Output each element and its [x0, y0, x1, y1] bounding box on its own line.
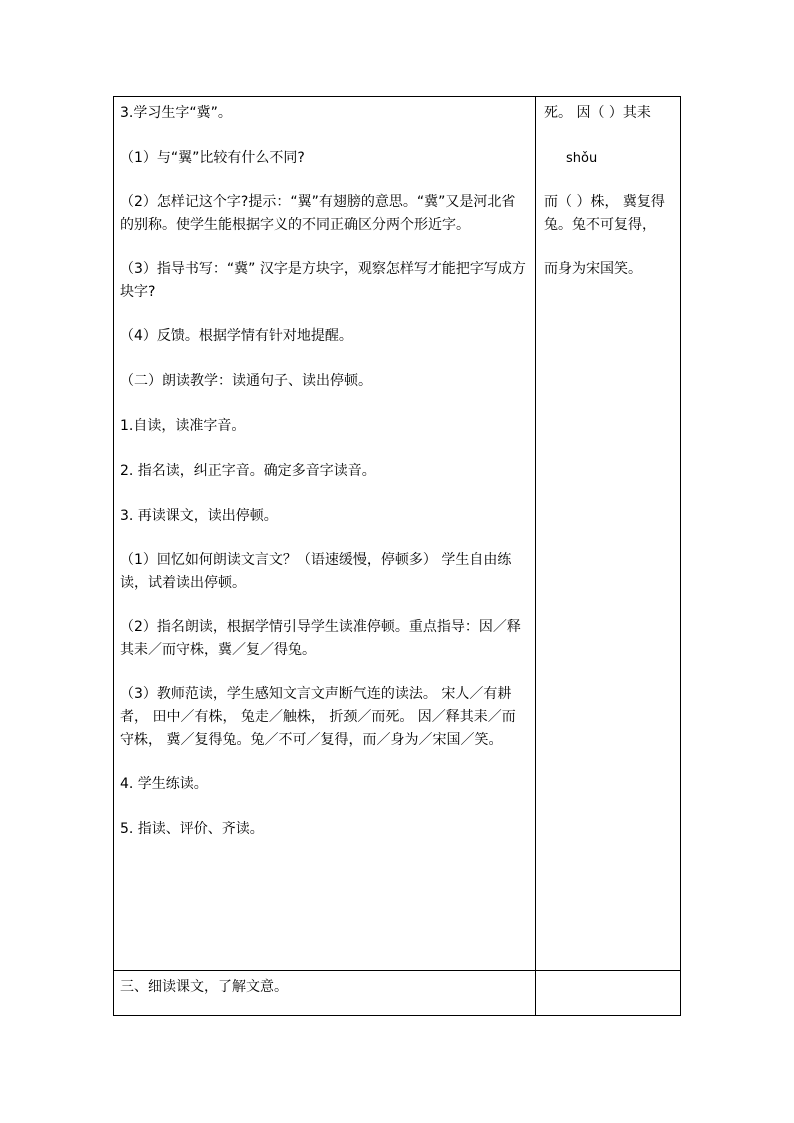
paragraph-feedback: （4）反馈。根据学情有针对地提醒。	[120, 328, 353, 344]
side-note-cell	[536, 97, 681, 971]
paragraph-evaluate-reading: 5. 指读、评价、齐读。	[120, 821, 264, 837]
paragraph-reread: 3. 再读课文，读出停顿。	[120, 508, 278, 524]
paragraph-reading-teaching: （二）朗读教学：读通句子、读出停顿。	[120, 373, 372, 389]
paragraph-guided-reading: （2）指名朗读，根据学情引导学生读准停顿。重点指导：因／释其耒／而守株，冀／复／得兔。	[120, 619, 521, 658]
paragraph-self-reading: 1.自读，读准字音。	[120, 418, 246, 434]
lesson-plan-table	[113, 96, 681, 1016]
lesson-row-section-three	[114, 971, 681, 1016]
paragraph-named-reading: 2. 指名读，纠正字音。确定多音字读音。	[120, 463, 376, 479]
paragraph-memory-hint: （2）怎样记这个字?提示：“翼”有翅膀的意思。“冀”又是河北省的别称。使学生能根据字义的不同正确区分两个形近字。	[120, 194, 516, 233]
side-text-line-2: 而（ ）株， 冀复得兔。兔不可复得，	[544, 194, 665, 233]
teaching-process-cell	[114, 97, 536, 971]
section-three-cell	[114, 971, 536, 1016]
lesson-row-reading	[114, 97, 681, 971]
paragraph-writing-guide: （3）指导书写：“冀” 汉字是方块字，观察怎样写才能把字写成方块字?	[120, 261, 526, 300]
paragraph-teacher-model-reading: （3）教师范读，学生感知文言文声断气连的读法。 宋人／有耕者， 田中／有株， 兔走／触株， 折颈／而死。 因／释其耒／而守株， 冀／复得兔。兔／不可／复得，而／身为／宋国／笑。	[120, 686, 516, 748]
paragraph-learn-character: 3.学习生字“冀”。	[120, 105, 232, 121]
paragraph-recall-method: （1）回忆如何朗读文言文？（语速缓慢，停顿多） 学生自由练读，试着读出停顿。	[120, 552, 512, 591]
side-text-line-3: 而身为宋国笑。	[544, 261, 642, 277]
section-three-side-cell	[536, 971, 681, 1016]
section-three-heading: 三、细读课文，了解文意。	[120, 979, 288, 995]
side-text-line-1: 死。 因（ ）其耒	[544, 105, 651, 121]
paragraph-student-practice: 4. 学生练读。	[120, 776, 208, 792]
side-pinyin: shǒu	[566, 151, 598, 166]
paragraph-compare-character: （1）与“翼”比较有什么不同?	[120, 150, 305, 166]
